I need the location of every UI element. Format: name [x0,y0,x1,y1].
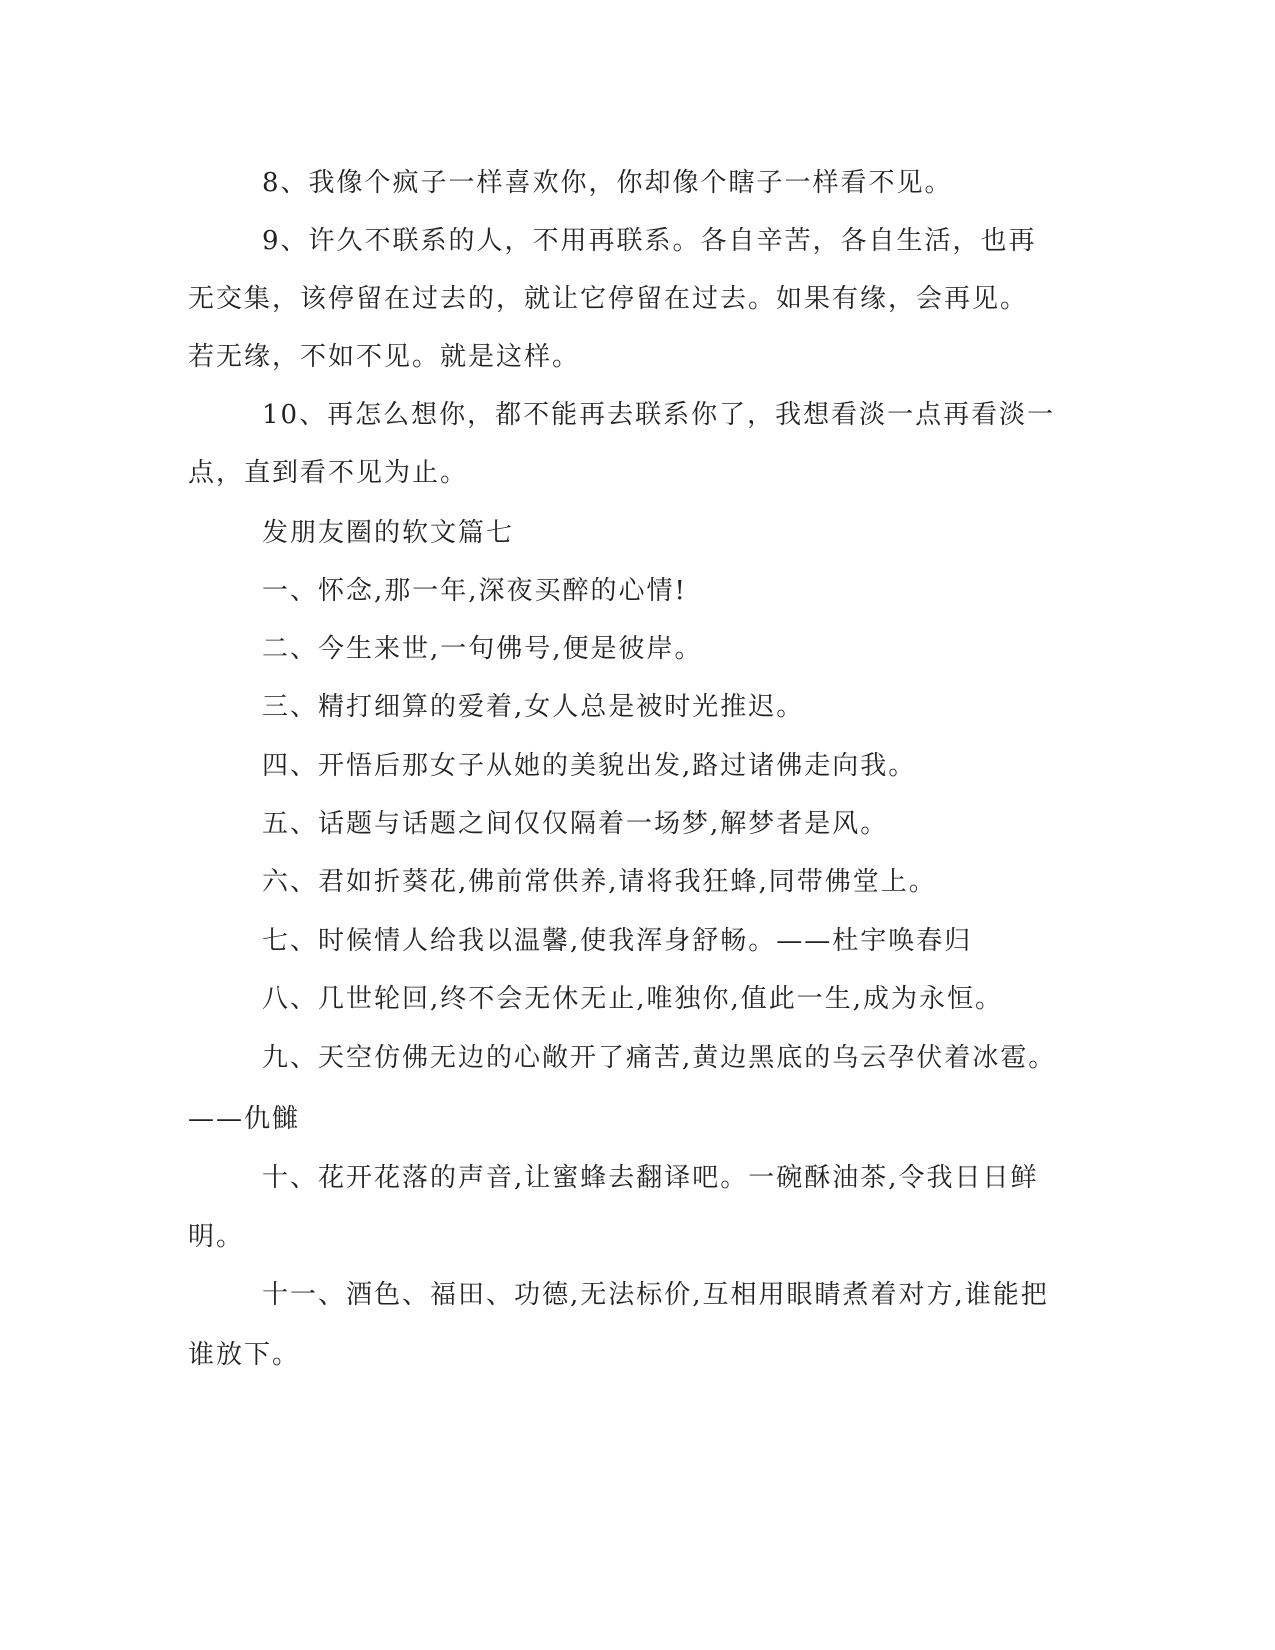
paragraph-line: 10、再怎么想你，都不能再去联系你了，我想看淡一点再看淡一 [262,400,1056,430]
paragraph-line: 若无缘，不如不见。就是这样。 [188,342,581,372]
paragraph-line: 一、怀念,那一年,深夜买醉的心情! [262,576,687,606]
paragraph-line: 八、几世轮回,终不会无休无止,唯独你,值此一生,成为永恒。 [262,984,1004,1014]
paragraph-line: 二、今生来世,一句佛号,便是彼岸。 [262,634,703,664]
paragraph-line: 明。 [188,1222,245,1252]
paragraph-line: 六、君如折葵花,佛前常供养,请将我狂蜂,同带佛堂上。 [262,867,937,897]
paragraph-line: 七、时候情人给我以温馨,使我浑身舒畅。——杜宇唤春归 [262,926,973,956]
paragraph-line: 十、花开花落的声音,让蜜蜂去翻译吧。一碗酥油茶,令我日日鲜 [262,1163,1039,1193]
paragraph-line: ——仇雠 [188,1104,301,1134]
paragraph-line: 无交集，该停留在过去的，就让它停留在过去。如果有缘，会再见。 [188,284,1029,314]
paragraph-line: 十一、酒色、福田、功德,无法标价,互相用眼睛煮着对方,谁能把 [262,1280,1049,1310]
paragraph-line: 9、许久不联系的人，不用再联系。各自辛苦，各自生活，也再 [262,226,1037,256]
paragraph-line: 8、我像个疯子一样喜欢你，你却像个瞎子一样看不见。 [262,168,953,198]
paragraph-line: 三、精打细算的爱着,女人总是被时光推迟。 [262,692,805,722]
section-heading: 发朋友圈的软文篇七 [262,518,515,548]
paragraph-line: 五、话题与话题之间仅仅隔着一场梦,解梦者是风。 [262,809,889,839]
paragraph-line: 九、天空仿佛无边的心敞开了痛苦,黄边黑底的乌云孕伏着冰雹。 [262,1043,1057,1073]
paragraph-line: 点，直到看不见为止。 [188,458,469,488]
paragraph-line: 谁放下。 [188,1340,301,1370]
paragraph-line: 四、开悟后那女子从她的美貌出发,路过诸佛走向我。 [262,751,917,781]
